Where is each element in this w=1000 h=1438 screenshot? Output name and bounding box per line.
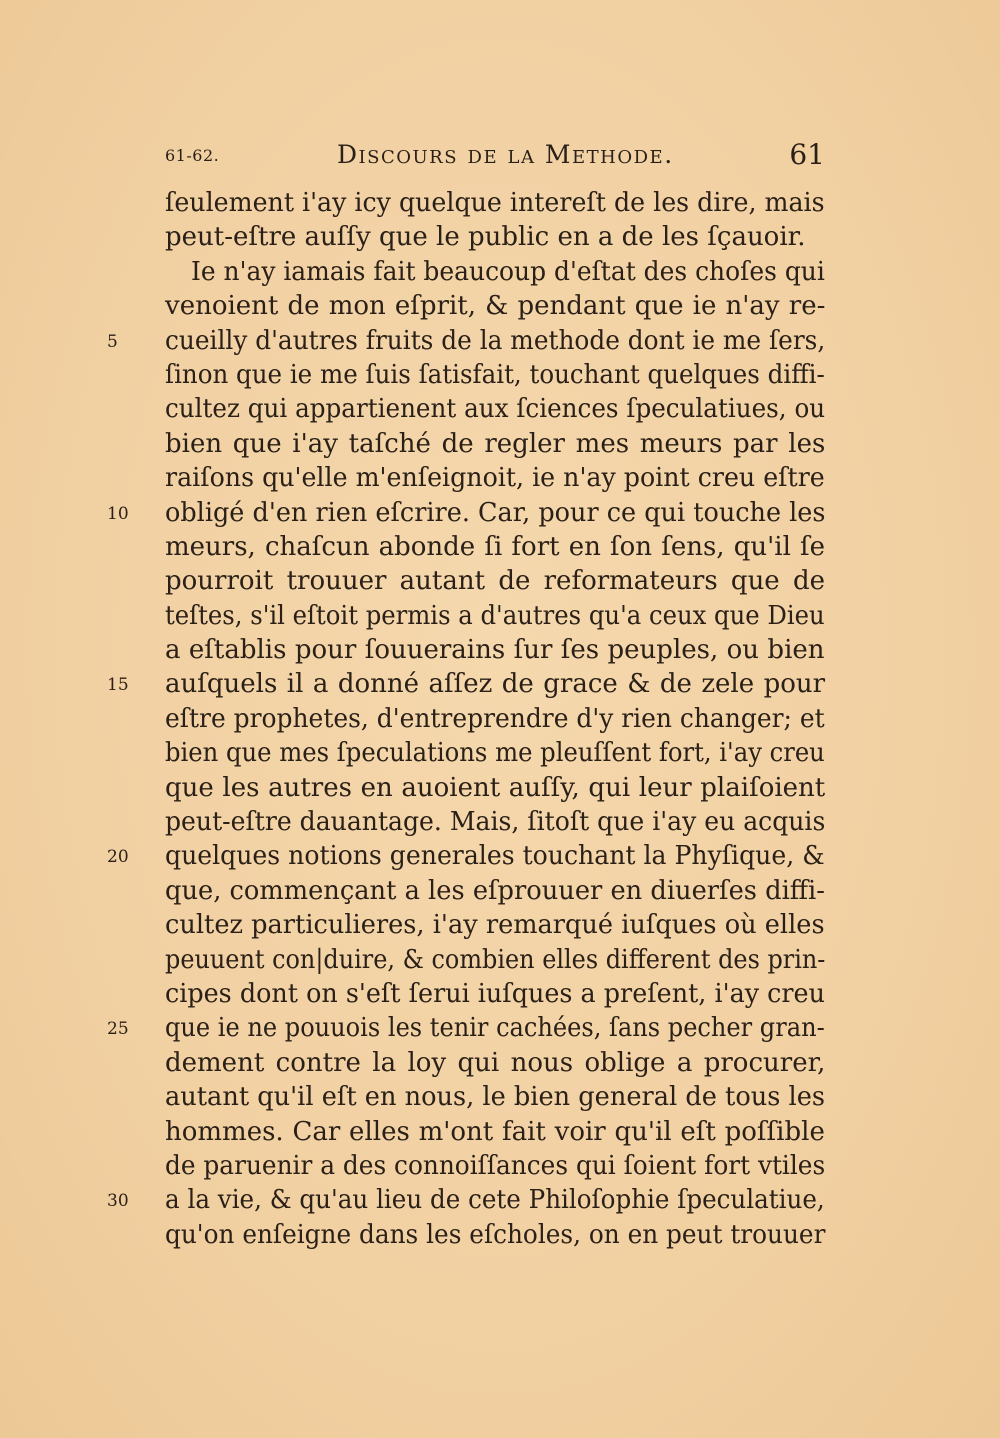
line-text: peuuent con|duire, & combien elles different des prin- — [165, 944, 826, 975]
line-number: 30 — [107, 1191, 129, 1212]
line-text: peut-eſtre auſſy que le public en a de les ſçauoir. — [165, 222, 806, 253]
line-text: pourroit trouuer autant de reformateurs que de — [165, 566, 825, 597]
text-line — [165, 255, 825, 289]
text-line — [165, 599, 825, 633]
line-text: meurs, chaſcun abonde ſi fort en ſon ſens, qu'il ſe — [165, 531, 826, 562]
line-text: raiſons qu'elle m'enſeignoit, ie n'ay point creu eſtre — [165, 463, 825, 494]
text-line — [107, 839, 825, 873]
text-line — [165, 1218, 825, 1252]
text-line — [107, 1011, 825, 1045]
line-text: que ie ne pouuois les tenir cachées, ſans pecher gran- — [165, 1013, 825, 1044]
body-text — [107, 186, 826, 1252]
text-line — [165, 874, 825, 908]
text-line — [165, 358, 825, 392]
text-line — [165, 530, 825, 564]
text-line — [165, 943, 825, 977]
text-line — [107, 324, 826, 358]
text-line — [165, 633, 825, 667]
book-title-header: Discours de la Methode. — [337, 140, 674, 169]
page-range: 61-62. — [165, 146, 220, 165]
line-text: auſquels il a donné aſſez de grace & de zele pour — [165, 669, 826, 700]
text-line — [165, 564, 825, 598]
text-line — [165, 392, 825, 426]
text-line — [107, 496, 826, 530]
line-text: a eſtablis pour ſouuerains ſur ſes peuples, ou bien — [165, 635, 825, 666]
line-text: autant qu'il eſt en nous, le bien general de tous les — [165, 1082, 826, 1113]
text-line — [165, 702, 825, 736]
line-text: ſeulement i'ay icy quelque intereſt de les dire, mais — [165, 188, 825, 218]
line-text: cultez particulieres, i'ay remarqué iuſques où elles — [165, 910, 825, 941]
line-number: 20 — [107, 847, 129, 868]
text-line — [165, 736, 825, 770]
line-number: 25 — [107, 1019, 129, 1040]
line-text: teſtes, s'il eſtoit permis a d'autres qu'a ceux que Dieu — [165, 600, 825, 631]
line-text: ſinon que ie me ſuis ſatisfait, touchant quelques diffi- — [165, 359, 825, 390]
text-line — [165, 805, 825, 839]
text-line — [165, 1149, 825, 1183]
line-text: hommes. Car elles m'ont fait voir qu'il eſt poſſible — [165, 1116, 825, 1147]
text-line — [165, 771, 825, 805]
text-line — [165, 1115, 825, 1149]
line-text: bien que mes ſpeculations me pleuſſent fort, i'ay creu — [165, 738, 825, 769]
line-text: cipes dont on s'eſt ſerui iuſques a preſent, i'ay creu — [165, 978, 825, 1009]
running-head — [165, 140, 825, 170]
line-text: cultez qui appartienent aux ſciences ſpeculatiues, ou — [165, 394, 826, 425]
text-line — [165, 289, 825, 323]
line-number: 5 — [107, 331, 118, 352]
text-line — [165, 427, 825, 461]
line-text: bien que i'ay taſché de regler mes meurs par les — [165, 428, 826, 459]
line-text: que, commençant a les eſprouuer en diuerſes diffi- — [165, 875, 825, 906]
line-text: que les autres en auoient auſſy, qui leur plaiſoient — [165, 772, 826, 803]
text-line — [165, 186, 825, 220]
line-text: eſtre prophetes, d'entreprendre d'y rien changer; et — [165, 703, 825, 734]
line-number: 10 — [107, 503, 129, 524]
line-text: Ie n'ay iamais fait beaucoup d'eſtat des choſes qui — [191, 256, 825, 287]
line-text: a la vie, & qu'au lieu de cete Philoſophie ſpeculatiue, — [165, 1185, 825, 1216]
text-line — [165, 908, 825, 942]
line-number: 15 — [107, 675, 129, 696]
text-line — [165, 461, 825, 495]
line-text: de paruenir a des connoiſſances qui ſoient fort vtiles — [165, 1150, 826, 1181]
line-text: obligé d'en rien eſcrire. Car, pour ce qui touche les — [165, 497, 826, 528]
line-text: dement contre la loy qui nous oblige a procurer, — [165, 1047, 826, 1078]
line-text: cueilly d'autres fruits de la methode dont ie me ſers, — [165, 325, 826, 356]
line-text: peut-eſtre dauantage. Mais, ſitoſt que i'ay eu acquis — [165, 807, 826, 838]
line-text: qu'on enſeigne dans les eſcholes, on en peut trouuer — [165, 1219, 826, 1250]
text-line — [107, 667, 826, 701]
text-line — [107, 1183, 825, 1217]
line-text: quelques notions generales touchant la Phyſique, & — [165, 841, 825, 872]
line-text: venoient de mon eſprit, & pendant que ie n'ay re- — [165, 291, 826, 322]
text-line — [165, 977, 825, 1011]
text-line — [165, 1046, 825, 1080]
text-line — [165, 1080, 825, 1114]
page-number: 61 — [789, 138, 825, 171]
text-line — [165, 220, 825, 254]
